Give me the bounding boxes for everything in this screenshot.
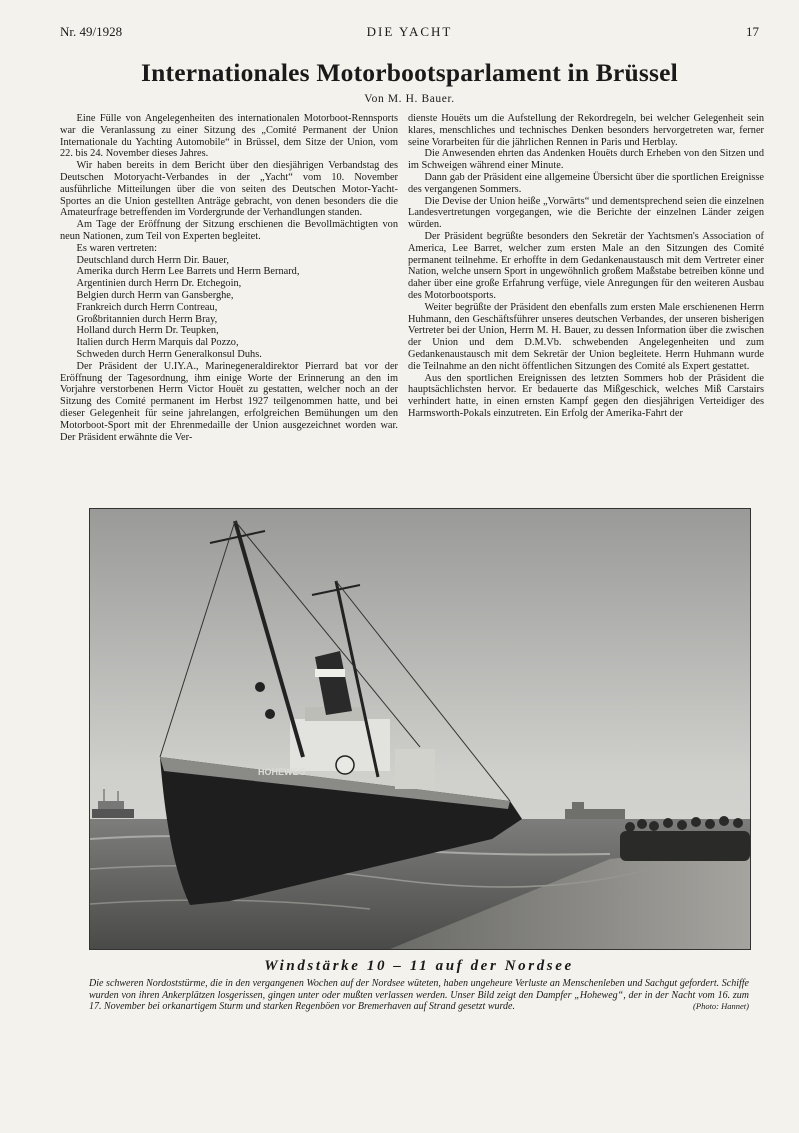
right-column xyxy=(408,113,764,420)
article-author: Von M. H. Bauer. xyxy=(364,93,455,105)
paragraph: dienste Houëts um die Aufstellung der Rekordregeln, bei welcher Gelegenheit sein klares, menschliches und technisches Denken besonders hervorgetreten war, ferner seine Vorarbeiten für die jährlichen Rennen in Paris und Herblay. xyxy=(408,113,764,148)
list-item: Deutschland durch Herrn Dir. Bauer, xyxy=(76,254,229,266)
paragraph: Wir haben bereits in dem Bericht über den diesjährigen Verbandstag des Deutschen Motoryacht-Verbandes in der „Yacht“ vom 10. November ausführliche Mitteilungen über die von seiten des Deutschen Motor-Yacht-Sportes an die Union gestellten Anträge gebracht, von denen besonders die die Amateurfrage betreffenden im Vordergrunde der Verhandlungen standen. xyxy=(60,160,398,219)
list-item: Holland durch Herrn Dr. Teupken, xyxy=(76,325,219,337)
list-item: Argentinien durch Herrn Dr. Etchegoin, xyxy=(76,278,242,290)
list-item: Amerika durch Herrn Lee Barrets und Herrn Bernard, xyxy=(76,266,300,278)
delegate-list xyxy=(60,255,398,361)
paragraph: Die Devise der Union heiße „Vorwärts“ und dementsprechend seien die einzelnen Landesvertretungen vorgegangen, wie die Berichte der einzelnen Länder zeigen würden. xyxy=(408,195,764,231)
issue-number: Nr. 49/1928 xyxy=(60,24,123,39)
list-item: Frankreich durch Herrn Contreau, xyxy=(76,301,218,313)
photo-caption xyxy=(89,978,749,1013)
photo-caption-title: Windstärke 10 – 11 auf der Nordsee xyxy=(264,958,574,974)
paragraph: Weiter begrüßte der Präsident den ebenfalls zum ersten Male erschienenen Herrn Huhmann, den Geschäftsführer unseres deutschen Verbandes, der unseren bisherigen Vertreter bei der Union, Herrn M. H. Bauer, zu dessen Information über die zwischen der Union und dem D.M.Vb. schwebenden Angelegenheiten und zum Gedankenaustausch mit dem Sekretär der Union begleitete. Herrn Huhmann wurde die Teilnahme an den nicht öffentlichen Sitzungen des Comité als Expert gestattet. xyxy=(408,301,764,372)
list-item: Italien durch Herrn Marquis dal Pozzo, xyxy=(76,337,239,349)
magazine-name: DIE YACHT xyxy=(366,24,453,39)
hull-name: HOHEWEG xyxy=(258,767,306,777)
page-header xyxy=(60,24,759,42)
photo-credit: (Photo: Hannet) xyxy=(693,1001,749,1012)
list-item: Großbritannien durch Herrn Bray, xyxy=(76,313,218,325)
paragraph: Der Präsident der U.IY.A., Marinegeneraldirektor Pierrard bat vor der Eröffnung der Tagesordnung, ihm einige Worte der Erinnerung an den im Vorjahre verstorbenen Herrn Victor Houët zu gestatten, welcher noch an der Sitzung des Comité permanent im Herbst 1927 teilgenommen hatte, und bei dieser Gelegenheit für seine jahrelangen, erfolgreichen Bemühungen um den Motorboot-Sport mit der Ehrenmedaille der Union ausgezeichnet worden war. Der Präsident erwähnte die Ver- xyxy=(60,360,398,443)
paragraph: Eine Fülle von Angelegenheiten des internationalen Motorboot-Rennsports war die Veranlassung zu einer Sitzung des „Comité Permanent der Union Internationale du Yachting Automobile“ in Brüssel, dem Sitze der Union, vom 22. bis 24. November dieses Jahres. xyxy=(60,113,398,160)
paragraph: Am Tage der Eröffnung der Sitzung erschienen die Bevollmächtigten von neun Nationen, zum Teil von Experten begleitet. xyxy=(60,219,398,242)
paragraph: Dann gab der Präsident eine allgemeine Übersicht über die sportlichen Ereignisse des vergangenen Sommers. xyxy=(408,171,764,195)
paragraph: Der Präsident begrüßte besonders den Sekretär der Yachtsmen's Association of America, Lee Barret, welcher zum ersten Male an den Sitzungen des Comité permanent teilnehme. Er erhoffte in dem Gedankenaustausch mit dem Vertreter einer Nation, welche unsern Sport in ungewöhnlich großem Maßstabe betreiben könne und daher über eine große Erfahrung verfüge, viele Anregungen für den weiteren Ausbau des Motorbootsports. xyxy=(408,230,764,301)
ship-photograph xyxy=(89,508,751,950)
page-number: 17 xyxy=(746,24,759,39)
paragraph: Es waren vertreten: xyxy=(76,242,157,254)
caption-body: Die schweren Nordoststürme, die in den vergangenen Wochen auf der Nordsee wüteten, haben ungeheure Verluste an Menschenleben und Sachgut gefordert. Schiffe wurden von ihren Ankerplätzen losgerissen, gingen unter oder mußten verlassen werden. Unser Bild zeigt den Dampfer „Hoheweg“, der in der Nacht vom 16. zum 17. November bei orkanartigem Sturm und starken Regenböen vor Bremerhaven auf Strand gesetzt wurde. xyxy=(89,978,749,1013)
left-column xyxy=(60,113,398,443)
article-title: Internationales Motorbootsparlament in Brüssel xyxy=(141,58,678,87)
paragraph: Aus den sportlichen Ereignissen des letzten Sommers hob der Präsident die hauptsächlichsten hervor. Er bedauerte das Mißgeschick, welches Miß Carstairs verhindert hatte, in einen ernsten Kampf gegen den diesjährigen Verteidiger des Harmsworth-Pokals einzutreten. Ein Erfolg der Amerika-Fahrt der xyxy=(408,372,764,419)
stranded-steamer-image xyxy=(90,509,750,949)
list-item: Belgien durch Herrn van Gansberghe, xyxy=(76,289,234,301)
paragraph: Die Anwesenden ehrten das Andenken Houëts durch Erheben von den Sitzen und im Schweigen während einer Minute. xyxy=(408,148,764,172)
list-item: Schweden durch Herrn Generalkonsul Duhs. xyxy=(76,348,262,360)
